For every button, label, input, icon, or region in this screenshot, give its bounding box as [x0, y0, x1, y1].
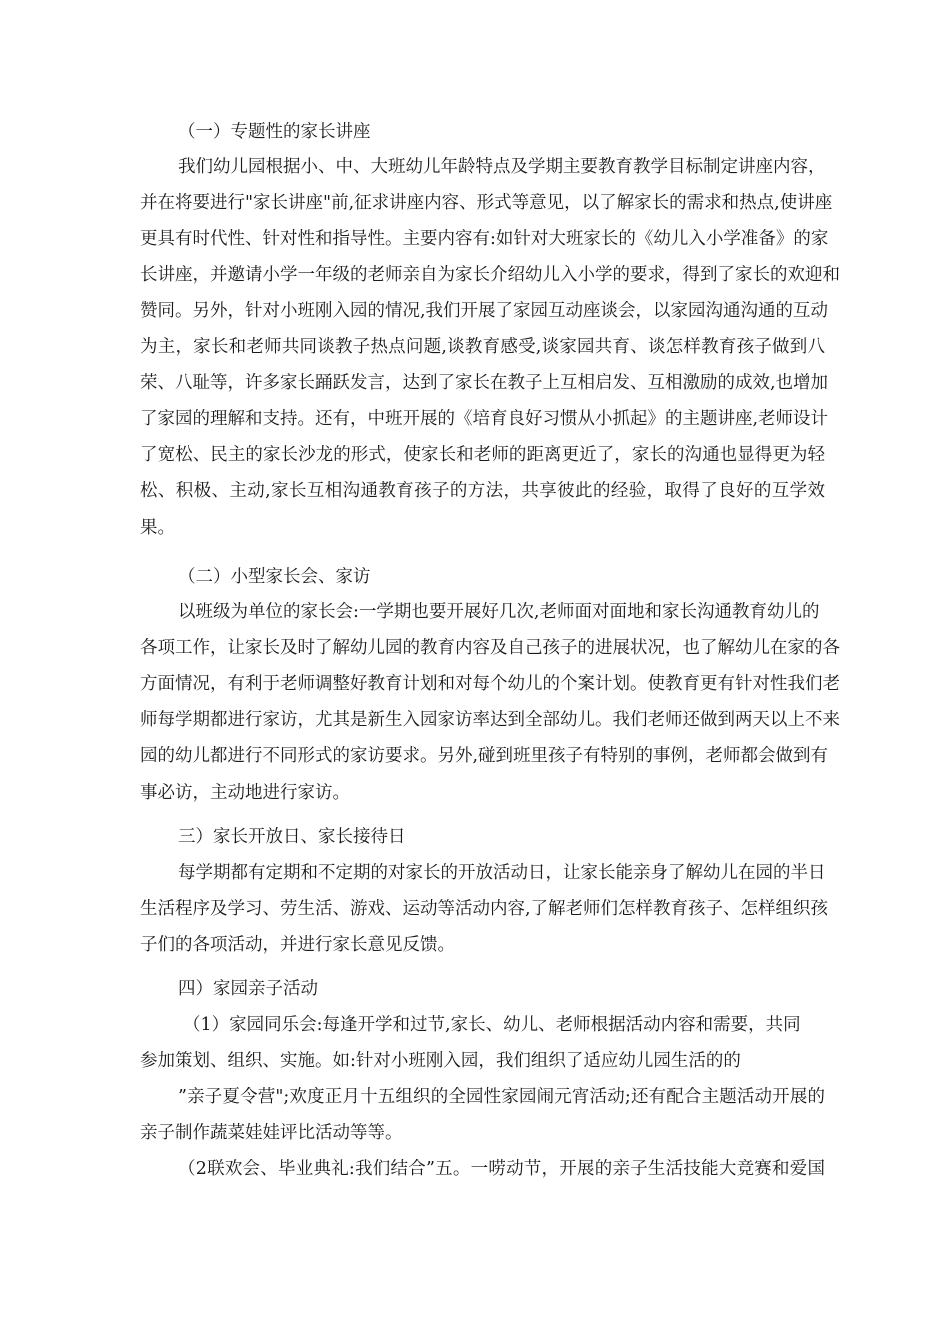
paragraph-line: 赞同。另外，针对小班刚入园的情况,我们开展了家园互动座谈会，以家园沟通沟通的互动 [140, 301, 829, 321]
paragraph-line: 果。 [140, 518, 175, 538]
paragraph-line: （2联欢会、毕业典礼:我们结合”五。一唠动节，开展的亲子生活技能大竞赛和爱国 [178, 1159, 825, 1179]
paragraph-line: 了家园的理解和支持。还有，中班开展的《培育良好习惯从小抓起》的主题讲座,老师设计 [140, 409, 829, 429]
paragraph-line: 园的幼儿都进行不同形式的家访要求。另外,碰到班里孩子有特别的事例，老师都会做到有 [140, 746, 829, 766]
heading-parent-child-activities: 四）家园亲子活动 [178, 979, 318, 999]
paragraph-line: 我们幼儿园根据小、中、大班幼儿年龄特点及学期主要教育教学目标制定讲座内容， [178, 157, 826, 177]
paragraph-line: 各项工作，让家长及时了解幼儿园的教育内容及自己孩子的进展状况，也了解幼儿在家的各 [140, 638, 840, 658]
paragraph-line: 长讲座，并邀请小学一年级的老师亲自为家长介绍幼儿入小学的要求，得到了家长的欢迎和 [140, 265, 840, 285]
paragraph-line: 松、积极、主动,家长互相沟通教育孩子的方法，共享彼此的经验，取得了良好的互学效 [140, 481, 825, 501]
paragraph-line: 方面情况，有利于老师调整好教育计划和对每个幼儿的个案计划。使教育更有针对性我们老 [140, 674, 840, 694]
paragraph-line: ”亲子夏令营";欢度正月十五组织的全园性家园闹元宵活动;还有配合主题活动开展的 [178, 1087, 825, 1107]
paragraph-line: 事必访，主动地进行家访。 [140, 783, 350, 803]
paragraph-line: 生活程序及学习、劳生活、游戏、运动等活动内容,了解老师们怎样教育孩子、怎样组织孩 [140, 899, 829, 919]
paragraph-line: 以班级为单位的家长会:一学期也要开展好几次,老师面对面地和家长沟通教育幼儿的 [178, 602, 820, 622]
heading-open-day: 三）家长开放日、家长接待日 [178, 827, 406, 847]
paragraph-line: 为主，家长和老师共同谈教子热点问题,谈教育感受,谈家园共育、谈怎样教育孩子做到八 [140, 337, 825, 357]
paragraph-line: 每学期都有定期和不定期的对家长的开放活动日，让家长能亲身了解幼儿在园的半日 [178, 863, 826, 883]
paragraph-line: 参加策划、组织、实施。如:针对小班刚入园，我们组织了适应幼儿园生活的的 [140, 1051, 741, 1071]
paragraph-line: 并在将要进行"家长讲座"前,征求讲座内容、形式等意见，以了解家长的需求和热点,使讲座 [140, 193, 833, 213]
heading-parent-lectures: （一）专题性的家长讲座 [178, 122, 371, 142]
paragraph-line: 荣、八耻等，许多家长踊跃发言，达到了家长在教子上互相启发、互相激励的成效,也增加 [140, 373, 829, 393]
paragraph-line: 子们的各项活动，并进行家长意见反馈。 [140, 935, 455, 955]
paragraph-line: 了宽松、民主的家长沙龙的形式，使家长和老师的距离更近了，家长的沟通也显得更为轻 [140, 445, 825, 465]
paragraph-line: 师每学期都进行家访，尤其是新生入园家访率达到全部幼儿。我们老师还做到两天以上不来 [140, 710, 840, 730]
paragraph-line: （1）家园同乐会:每逢开学和过节,家长、幼儿、老师根据活动内容和需要，共同 [183, 1015, 801, 1035]
paragraph-line: 更具有时代性、针对性和指导性。主要内容有:如针对大班家长的《幼儿入小学准备》的家 [140, 229, 829, 249]
paragraph-line: 亲子制作蔬菜娃娃评比活动等等。 [140, 1123, 403, 1143]
heading-small-meetings: （二）小型家长会、家访 [178, 567, 371, 587]
